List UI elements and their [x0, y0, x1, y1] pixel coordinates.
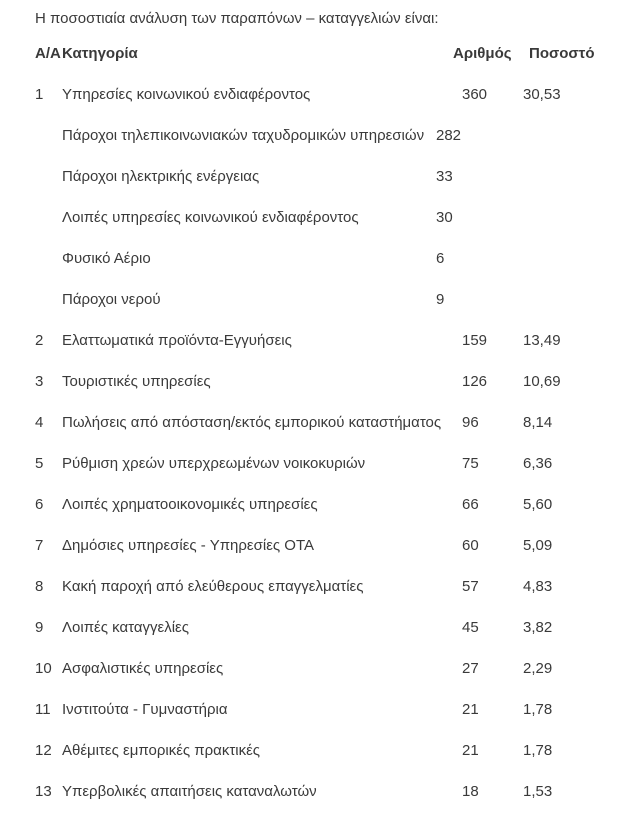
table-row	[35, 291, 635, 332]
row-number: 45	[462, 619, 479, 636]
table-row	[35, 496, 635, 537]
row-index: 9	[35, 619, 44, 636]
row-index: 13	[35, 783, 52, 800]
table-row	[35, 86, 635, 127]
table-row	[35, 455, 635, 496]
row-sub-number: 6	[436, 250, 445, 267]
table-row	[35, 250, 635, 291]
row-index: 5	[35, 455, 44, 472]
row-percent: 5,09	[523, 537, 553, 554]
row-number: 18	[462, 783, 479, 800]
header-index: Α/Α	[35, 45, 61, 62]
row-number: 126	[462, 373, 488, 390]
row-category: Ελαττωματικά προϊόντα-Εγγυήσεις	[62, 332, 292, 349]
row-category: Πάροχοι νερού	[62, 291, 161, 308]
row-percent: 4,83	[523, 578, 553, 595]
row-index: 1	[35, 86, 44, 103]
row-category: Πάροχοι ηλεκτρικής ενέργειας	[62, 168, 260, 185]
table-row	[35, 660, 635, 701]
table-header-row	[35, 45, 635, 86]
row-category: Πωλήσεις από απόσταση/εκτός εμπορικού καταστήματος	[62, 414, 442, 431]
row-index: 8	[35, 578, 44, 595]
row-category: Λοιπές υπηρεσίες κοινωνικού ενδιαφέροντος	[62, 209, 359, 226]
row-number: 75	[462, 455, 479, 472]
header-number: Αριθμός	[453, 45, 512, 62]
row-index: 3	[35, 373, 44, 390]
row-category: Δημόσιες υπηρεσίες - Υπηρεσίες ΟΤΑ	[62, 537, 315, 554]
table-row	[35, 332, 635, 373]
row-category: Ρύθμιση χρεών υπερχρεωμένων νοικοκυριών	[62, 455, 366, 472]
row-percent: 5,60	[523, 496, 553, 513]
row-number: 96	[462, 414, 479, 431]
table-row	[35, 373, 635, 414]
row-percent: 30,53	[523, 86, 561, 103]
row-percent: 1,78	[523, 701, 553, 718]
row-index: 11	[35, 701, 51, 718]
row-percent: 1,78	[523, 742, 553, 759]
header-percent: Ποσοστό	[529, 45, 595, 62]
row-number: 21	[462, 701, 479, 718]
header-category: Κατηγορία	[62, 45, 138, 62]
table-row	[35, 742, 635, 783]
row-sub-number: 30	[436, 209, 453, 226]
row-index: 7	[35, 537, 44, 554]
row-category: Πάροχοι τηλεπικοινωνιακών ταχυδρομικών υπηρεσιών	[62, 127, 425, 144]
row-index: 6	[35, 496, 44, 513]
row-percent: 2,29	[523, 660, 553, 677]
row-number: 21	[462, 742, 479, 759]
row-percent: 8,14	[523, 414, 553, 431]
row-category: Αθέμιτες εμπορικές πρακτικές	[62, 742, 261, 759]
row-category: Ινστιτούτα - Γυμναστήρια	[62, 701, 228, 718]
row-index: 12	[35, 742, 52, 759]
row-percent: 1,53	[523, 783, 553, 800]
row-sub-number: 282	[436, 127, 462, 144]
row-category: Τουριστικές υπηρεσίες	[62, 373, 211, 390]
row-index: 10	[35, 660, 52, 677]
table-row	[35, 127, 635, 168]
row-percent: 13,49	[523, 332, 561, 349]
row-sub-number: 9	[436, 291, 445, 308]
table-row	[35, 578, 635, 619]
row-category: Κακή παροχή από ελεύθερους επαγγελματίες	[62, 578, 364, 595]
row-category: Υπηρεσίες κοινωνικού ενδιαφέροντος	[62, 86, 311, 103]
row-percent: 10,69	[523, 373, 561, 390]
row-number: 159	[462, 332, 488, 349]
row-index: 4	[35, 414, 44, 431]
page-title: Η ποσοστιαία ανάλυση των παραπόνων – καταγγελιών είναι:	[35, 10, 439, 27]
row-sub-number: 33	[436, 168, 453, 185]
table-row	[35, 209, 635, 250]
table-row	[35, 168, 635, 209]
row-percent: 3,82	[523, 619, 553, 636]
row-category: Λοιπές χρηματοοικονομικές υπηρεσίες	[62, 496, 318, 513]
table-row	[35, 619, 635, 660]
complaints-table	[35, 45, 635, 824]
row-number: 57	[462, 578, 479, 595]
row-number: 360	[462, 86, 488, 103]
row-number: 27	[462, 660, 479, 677]
table-row	[35, 414, 635, 455]
row-percent: 6,36	[523, 455, 553, 472]
row-category: Λοιπές καταγγελίες	[62, 619, 189, 636]
row-number: 66	[462, 496, 479, 513]
row-index: 2	[35, 332, 44, 349]
table-row	[35, 701, 635, 742]
row-number: 60	[462, 537, 479, 554]
row-category: Υπερβολικές απαιτήσεις καταναλωτών	[62, 783, 317, 800]
table-row	[35, 537, 635, 578]
row-category: Φυσικό Αέριο	[62, 250, 151, 267]
table-row	[35, 783, 635, 824]
row-category: Ασφαλιστικές υπηρεσίες	[62, 660, 224, 677]
